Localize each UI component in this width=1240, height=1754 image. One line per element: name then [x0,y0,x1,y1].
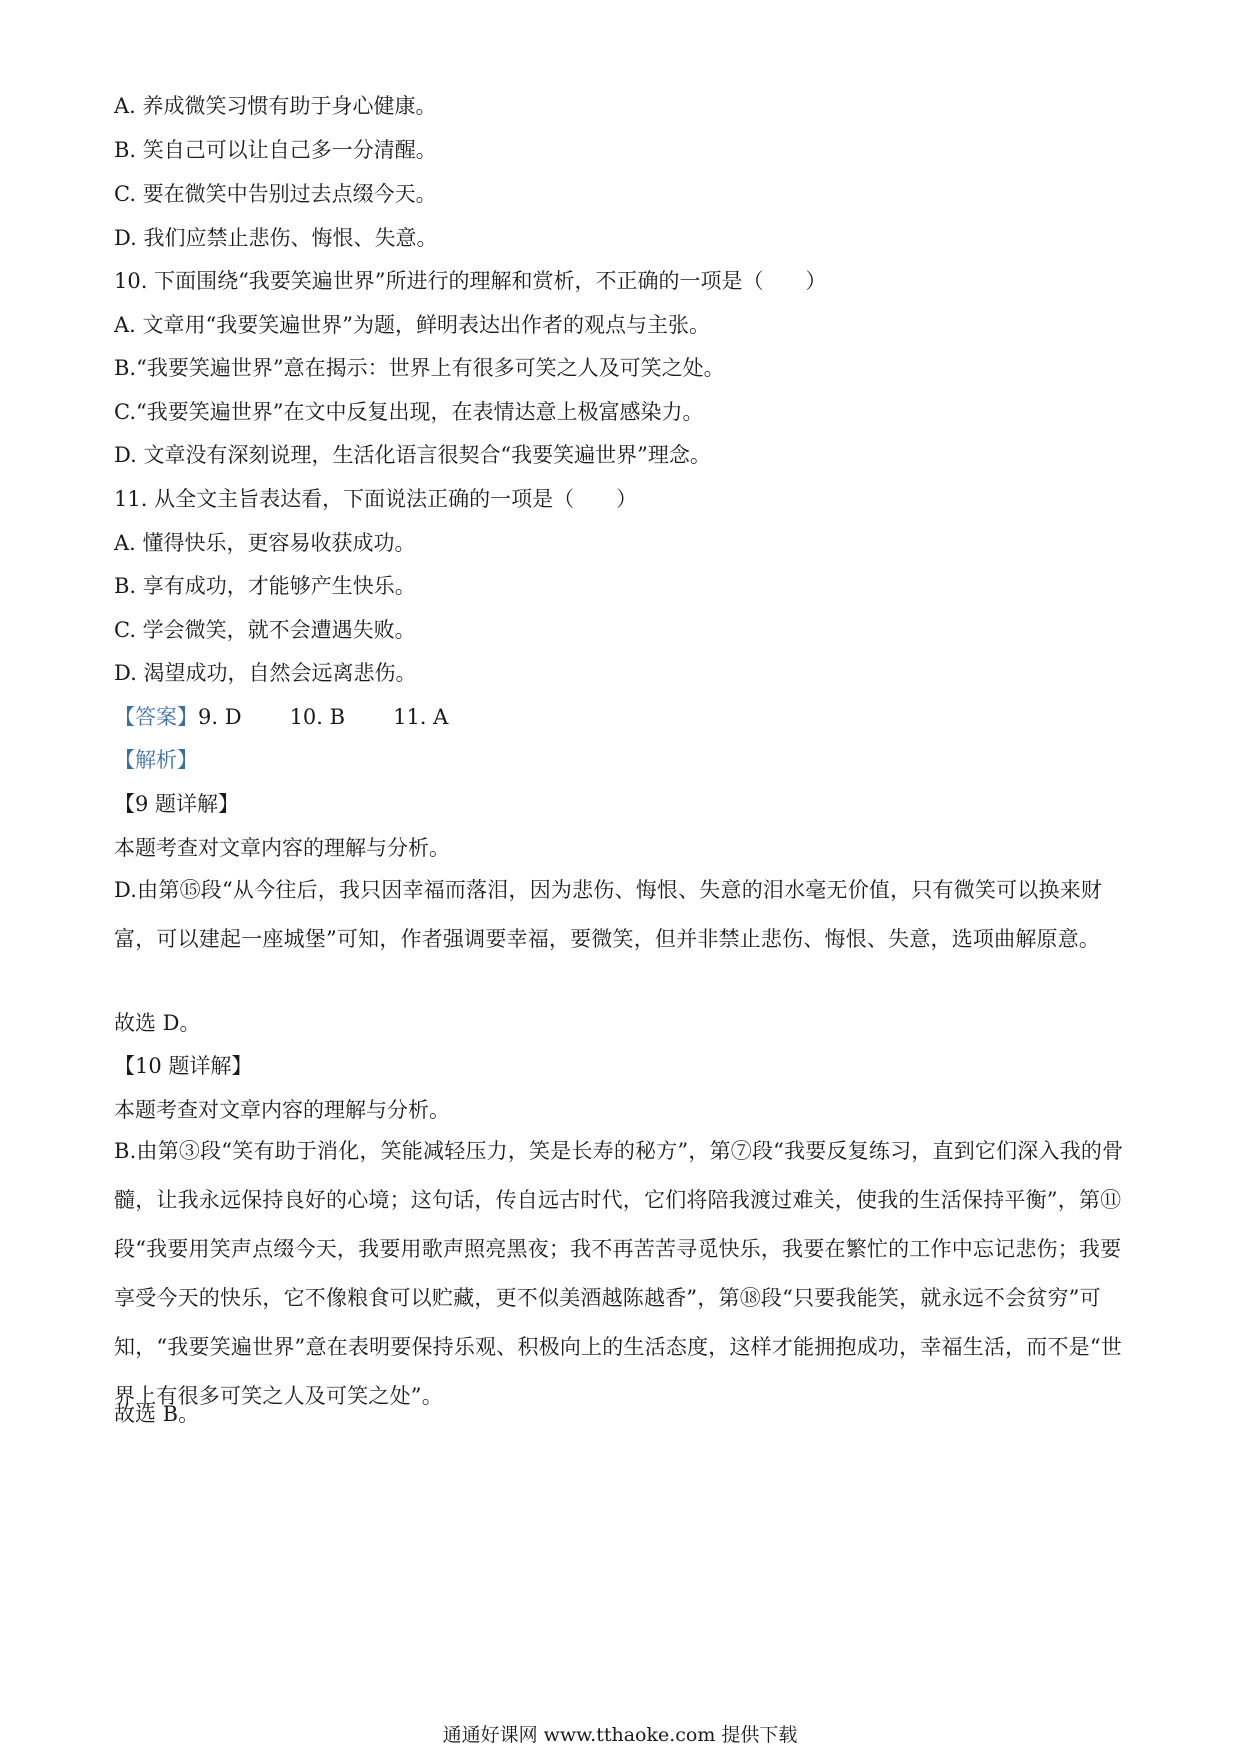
detail9-intro: 本题考查对文章内容的理解与分析。 [114,836,450,860]
detail10-body: B.由第③段“笑有助于消化，笑能减轻压力，笑是长寿的秘方”，第⑦段“我要反复练习，直到它们深入我的骨髓，让我永远保持良好的心境；这句话，传自远古时代，它们将陪我渡过难关，使我的生活保持平衡”，第⑪段“我要用笑声点缀今天，我要用歌声照亮黑夜；我不再苦苦寻觅快乐，我要在繁忙的工作中忘记悲伤；我要享受今天的快乐，它不像粮食可以贮藏，更不似美酒越陈越香”，第⑱段“只要我能笑，就永远不会贫穷”可知，“我要笑遍世界”意在表明要保持乐观、积极向上的生活态度，这样才能拥抱成功，幸福生活，而不是“世界上有很多可笑之人及可笑之处”。 [114,1139,1124,1408]
answer-line [114,702,1134,732]
detail10-intro: 本题考查对文章内容的理解与分析。 [114,1098,450,1122]
detail9-conclusion: 故选 D。 [114,1011,201,1035]
q11-option-c: C. 学会微笑，就不会遭遇失败。 [114,618,416,642]
q11-option-d: D. 渴望成功，自然会远离悲伤。 [114,661,417,685]
q10-option-a: A. 文章用“我要笑遍世界”为题，鲜明表达出作者的观点与主张。 [114,313,710,337]
answer-tag: 【答案】 [114,705,198,729]
detail9-body: D.由第⑮段“从今往后，我只因幸福而落泪，因为悲伤、悔恨、失意的泪水毫无价值，只有微笑可以换来财富，可以建起一座城堡”可知，作者强调要幸福，要微笑，但并非禁止悲伤、悔恨、失意，选项曲解原意。 [114,878,1103,951]
q9-option-c: C. 要在微笑中告别过去点缀今天。 [114,182,437,206]
detail9-heading: 【9 题详解】 [114,792,240,816]
detail10-heading: 【10 题详解】 [114,1054,253,1078]
q10-option-d: D. 文章没有深刻说理，生活化语言很契合“我要笑遍世界”理念。 [114,443,711,467]
q10-option-b: B.“我要笑遍世界”意在揭示：世界上有很多可笑之人及可笑之处。 [114,356,725,380]
answer-11: 11. A [393,705,449,729]
footer-watermark: 通通好课网 www.tthaoke.com 提供下载 [442,1724,798,1746]
q11-option-b: B. 享有成功，才能够产生快乐。 [114,574,416,598]
q10-option-c: C.“我要笑遍世界”在文中反复出现，在表情达意上极富感染力。 [114,400,704,424]
q9-option-a: A. 养成微笑习惯有助于身心健康。 [114,94,437,118]
q10-stem: 10. 下面围绕“我要笑遍世界”所进行的理解和赏析，不正确的一项是（ ） [114,269,827,293]
q9-option-b: B. 笑自己可以让自己多一分清醒。 [114,138,437,162]
answer-9: 9. D [198,705,242,729]
detail10-conclusion: 故选 B。 [114,1402,200,1426]
analysis-tag: 【解析】 [114,748,198,772]
q9-option-d: D. 我们应禁止悲伤、悔恨、失意。 [114,226,438,250]
answer-10: 10. B [289,705,346,729]
q11-stem: 11. 从全文主旨表达看，下面说法正确的一项是（ ） [114,487,638,511]
q11-option-a: A. 懂得快乐，更容易收获成功。 [114,531,416,555]
